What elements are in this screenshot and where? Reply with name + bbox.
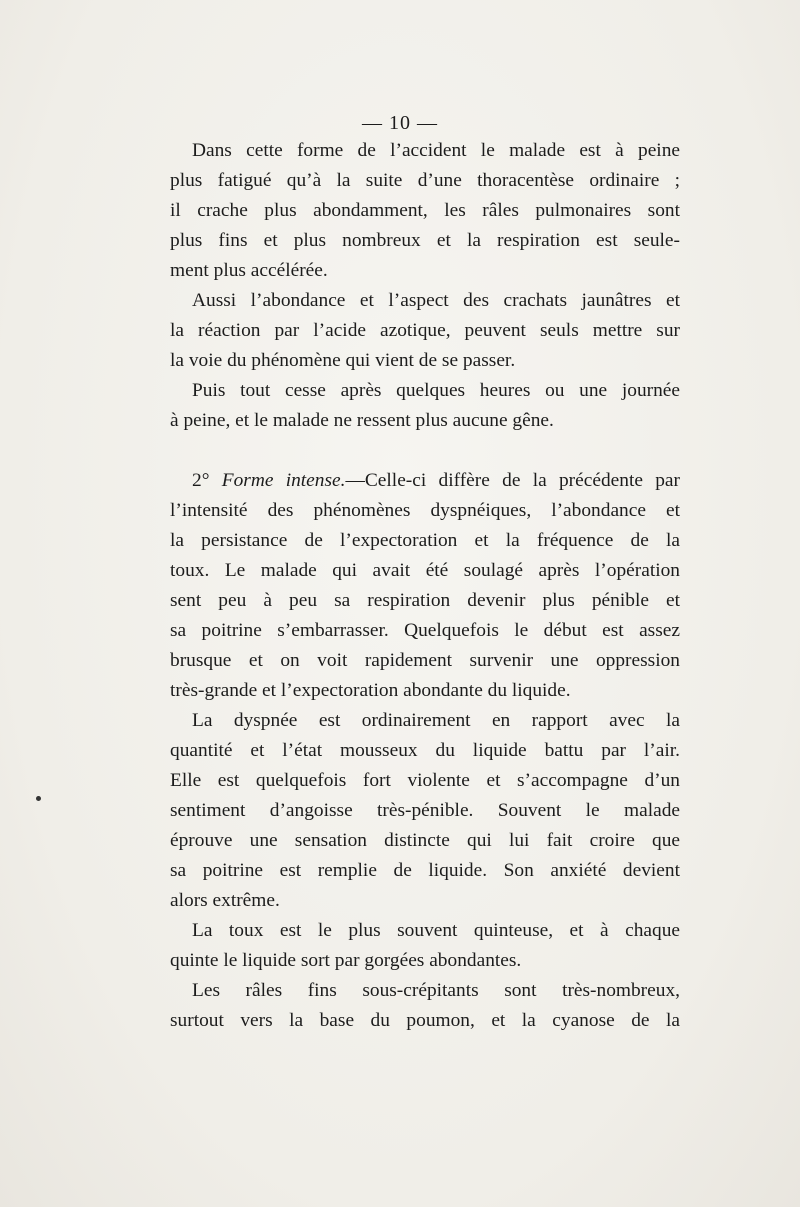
text-line: la persistance de l’expectoration et la fréquence de la: [170, 530, 680, 551]
section-number: 2°: [192, 470, 222, 491]
text-line: Les râles fins sous-crépitants sont très-nombreux,: [192, 980, 680, 1001]
text-line: plus fins et plus nombreux et la respiration est seule-: [170, 230, 680, 251]
text-line: plus fatigué qu’à la suite d’une thoracentèse ordinaire ;: [170, 170, 680, 191]
text-line: surtout vers la base du poumon, et la cyanose de la: [170, 1010, 680, 1031]
text-line: éprouve une sensation distincte qui lui fait croire que: [170, 830, 680, 851]
text-line: très-grande et l’expectoration abondante du liquide.: [170, 680, 571, 701]
text-line: la voie du phénomène qui vient de se passer.: [170, 350, 516, 371]
page-number: — 10 —: [362, 112, 438, 134]
text-line: sent peu à peu sa respiration devenir plus pénible et: [170, 590, 680, 611]
text-line: l’intensité des phénomènes dyspnéiques, l’abondance et: [170, 500, 680, 521]
text-line: ment plus accélérée.: [170, 260, 328, 281]
text-line: toux. Le malade qui avait été soulagé après l’opération: [170, 560, 680, 581]
text-line: Puis tout cesse après quelques heures ou une journée: [192, 380, 680, 401]
paragraph-gap: [170, 436, 680, 466]
text-line: la réaction par l’acide azotique, peuvent seuls mettre sur: [170, 320, 680, 341]
text-line: quinte le liquide sort par gorgées abondantes.: [170, 950, 522, 971]
text-line: sa poitrine s’embarrasser. Quelquefois le début est assez: [170, 620, 680, 641]
text-line: il crache plus abondamment, les râles pulmonaires sont: [170, 200, 680, 221]
text-line: à peine, et le malade ne ressent plus aucune gêne.: [170, 410, 554, 431]
section-lead-text: —Celle-ci diffère de la précédente par: [345, 470, 680, 491]
text-line: brusque et on voit rapidement survenir une oppression: [170, 650, 680, 671]
text-line: La dyspnée est ordinairement en rapport avec la: [192, 710, 680, 731]
ink-speck: [36, 796, 41, 801]
text-line: sa poitrine est remplie de liquide. Son anxiété devient: [170, 860, 680, 881]
body-text: [170, 136, 680, 1036]
text-line: Aussi l’abondance et l’aspect des crachats jaunâtres et: [192, 290, 680, 311]
text-line: La toux est le plus souvent quinteuse, et à chaque: [192, 920, 680, 941]
text-line: Elle est quelquefois fort violente et s’accompagne d’un: [170, 770, 680, 791]
text-line: alors extrême.: [170, 890, 280, 911]
section-heading-line: [170, 466, 680, 496]
text-line: sentiment d’angoisse très-pénible. Souvent le malade: [170, 800, 680, 821]
section-title: Forme intense.: [221, 470, 346, 491]
text-line: Dans cette forme de l’accident le malade est à peine: [192, 140, 680, 161]
text-line: quantité et l’état mousseux du liquide battu par l’air.: [170, 740, 680, 761]
